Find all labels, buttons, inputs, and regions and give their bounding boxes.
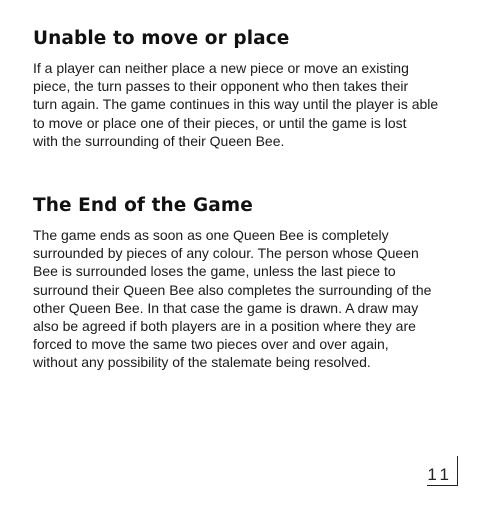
paragraph-line: other Queen Bee. In that case the game is drawn. A draw may	[33, 299, 419, 316]
page-number-bracket	[457, 456, 458, 486]
paragraph-line: with the surrounding of their Queen Bee.	[33, 132, 285, 149]
paragraph-line: piece, the turn passes to their opponent who then takes their	[33, 78, 409, 95]
page-number	[427, 456, 458, 486]
paragraph-line: The game ends as soon as one Queen Bee is completely	[33, 227, 389, 243]
paragraph-line: If a player can neither place a new piece or move an existing	[33, 60, 409, 76]
paragraph-line: turn again. The game continues in this way until the player is able	[33, 96, 439, 113]
paragraph-line: also be agreed if both players are in a position where they are	[33, 318, 416, 335]
section-unable-to-move	[33, 28, 453, 150]
section-heading: Unable to move or place	[33, 28, 290, 49]
section-paragraph	[33, 59, 453, 150]
paragraph-line: surround their Queen Bee also completes the surrounding of the	[33, 281, 432, 298]
paragraph-line: Bee is surrounded loses the game, unless the last piece to	[33, 263, 396, 280]
page-number-text: 11	[427, 466, 457, 486]
paragraph-line: to move or place one of their pieces, or until the game is lost	[33, 114, 407, 131]
paragraph-line: forced to move the same two pieces over and over again,	[33, 336, 389, 353]
paragraph-line: without any possibility of the stalemate being resolved.	[33, 354, 371, 371]
section-end-of-game	[33, 195, 453, 372]
section-heading: The End of the Game	[33, 195, 253, 216]
section-paragraph	[33, 226, 453, 372]
paragraph-line: surrounded by pieces of any colour. The person whose Queen	[33, 245, 419, 262]
